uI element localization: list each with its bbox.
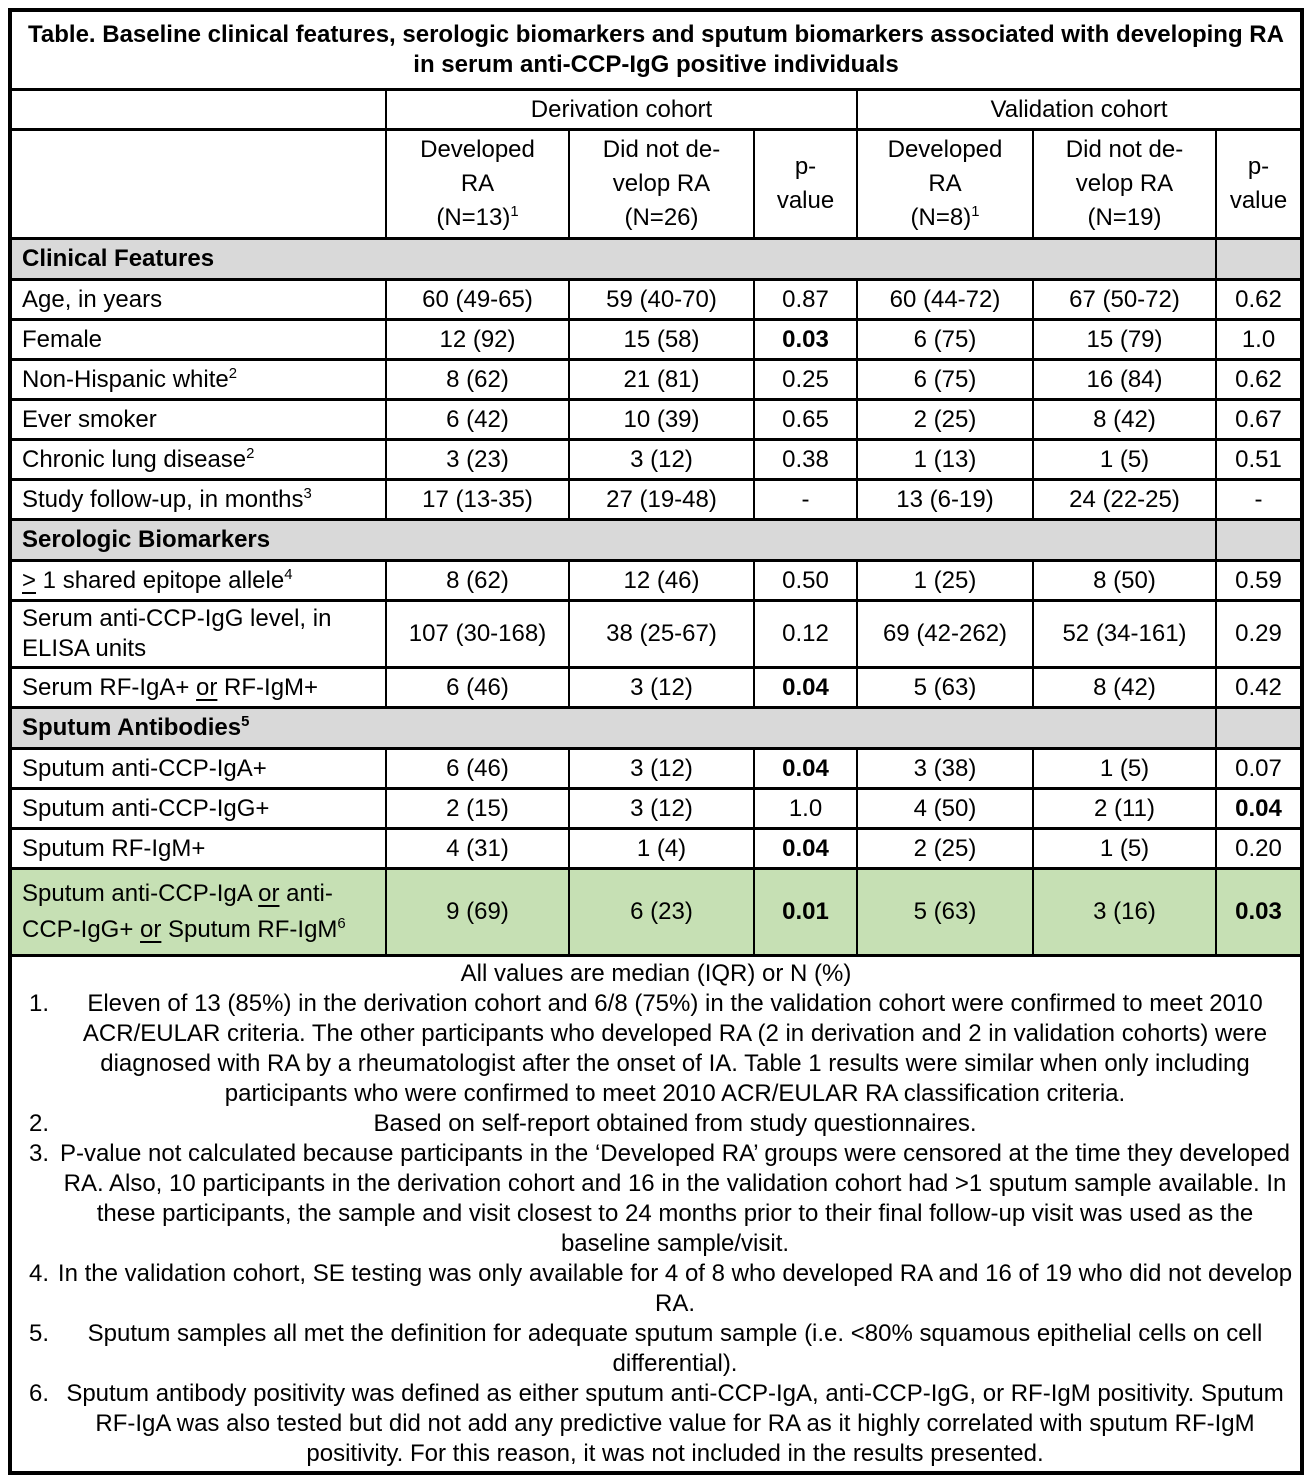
text-segment: RA [928,170,962,197]
corner-cell [10,130,386,239]
value-cell: 6 (46) [386,668,569,708]
column-header-4 [1033,130,1216,239]
footnote-number: 3. [28,1140,49,1167]
value-cell: 69 (42-262) [857,601,1033,668]
value-cell: 6 (42) [386,400,569,440]
data-row [10,280,1302,320]
text-segment: RF-IgM+ [217,673,319,701]
column-header-line [1040,201,1209,235]
text-segment: Sputum RF-IgM+ [22,834,206,862]
footnote-list [18,989,1294,1469]
value-cell: 6 (23) [569,869,754,956]
column-header-line [1223,184,1294,218]
row-label-cell [10,480,386,520]
text-segment: Chronic lung disease [22,445,247,473]
value-cell: 0.62 [1216,360,1302,400]
text-segment: Sputum Antibodies [22,714,242,741]
value-cell: 0.04 [754,749,857,789]
value-cell: 8 (50) [1033,561,1216,601]
text-segment: Serologic Biomarkers [22,526,271,553]
text-segment: Sputum RF-IgM [161,916,338,943]
column-header-line [1223,150,1294,184]
value-cell: 0.59 [1216,561,1302,601]
column-header-1 [569,130,754,239]
row-label-cell [10,400,386,440]
footnote-text: In the validation cohort, SE testing was only available for 4 of 8 who developed RA and 16 of 19 who did not develop RA. [57,1260,1293,1317]
row-label-cell [10,440,386,480]
value-cell: 10 (39) [569,400,754,440]
highlighted-data-row [10,869,1302,956]
value-cell: 8 (62) [386,360,569,400]
value-cell: 15 (58) [569,320,754,360]
value-cell: 12 (92) [386,320,569,360]
footnote-text: Sputum samples all met the definition for adequate sputum sample (i.e. <80% squamous epithelial cells on cell differential). [87,1320,1263,1377]
value-cell: 0.25 [754,360,857,400]
table-head [10,10,1302,239]
footnote-text: Based on self-report obtained from study questionnaires. [373,1110,977,1137]
value-cell: 107 (30-168) [386,601,569,668]
column-header-line [1040,133,1209,167]
column-header-line [576,133,747,167]
text-segment: Study follow-up, in months [22,485,304,513]
text-segment: Clinical Features [22,245,215,272]
value-cell: 0.04 [754,668,857,708]
row-label-cell [10,789,386,829]
data-row [10,561,1302,601]
value-cell: 0.04 [754,829,857,869]
value-cell: 1 (5) [1033,749,1216,789]
underlined-text: or [196,673,218,701]
column-header-2 [754,130,857,239]
footnote-number: 1. [28,990,49,1017]
validation-cohort-header: Validation cohort [857,90,1302,130]
section-header-cell [10,239,1216,280]
value-cell: 2 (25) [857,829,1033,869]
superscript-footnote-marker: 1 [510,204,519,220]
value-cell: 13 (6-19) [857,480,1033,520]
value-cell: 3 (12) [569,789,754,829]
value-cell: 0.20 [1216,829,1302,869]
value-cell: - [1216,480,1302,520]
value-cell: 8 (42) [1033,400,1216,440]
row-label-cell [10,749,386,789]
superscript-footnote-marker: 2 [246,445,255,462]
value-cell: 38 (25-67) [569,601,754,668]
value-cell: 5 (63) [857,869,1033,956]
value-cell: 0.12 [754,601,857,668]
column-header-line [761,184,850,218]
row-label-cell [10,360,386,400]
section-header-pad-cell [1216,520,1302,561]
column-header-line [864,201,1026,235]
cohort-header-row [10,90,1302,130]
title-row [10,10,1302,90]
value-cell: 12 (46) [569,561,754,601]
value-cell: 3 (23) [386,440,569,480]
value-cell: 59 (40-70) [569,280,754,320]
text-segment: Did not de- [1065,136,1184,163]
row-label-cell [10,869,386,956]
text-segment: Developed [887,136,1003,163]
value-cell: 60 (44-72) [857,280,1033,320]
footnote-text: Sputum antibody positivity was defined as either sputum anti-CCP-IgA, anti-CCP-IgG, or RF-IgM positivity. Sputum RF-IgA was also tested but did not add any predictive value for RA as it highly correlated with sputum RF-IgM positivity. For this reason, it was not included in the results presented. [66,1380,1284,1467]
column-header-row [10,130,1302,239]
table-foot [10,956,1302,1474]
column-header-0 [386,130,569,239]
value-cell: 60 (49-65) [386,280,569,320]
value-cell: 0.01 [754,869,857,956]
value-cell: 1 (25) [857,561,1033,601]
superscript-footnote-marker: 2 [228,365,238,382]
value-cell: 0.07 [1216,749,1302,789]
text-segment: (N=13) [436,204,511,231]
data-row [10,749,1302,789]
value-cell: 1.0 [754,789,857,829]
footnote-number: 2. [28,1110,49,1137]
footnote-item [18,1319,1294,1379]
text-segment: value [776,187,835,214]
text-segment: velop RA [1075,170,1174,197]
column-header-5 [1216,130,1302,239]
text-segment: p- [794,153,817,180]
value-cell: 4 (31) [386,829,569,869]
data-row [10,668,1302,708]
column-header-line [393,201,562,235]
value-cell: 0.87 [754,280,857,320]
data-row [10,480,1302,520]
section-header-row [10,520,1302,561]
text-segment: Sputum anti-CCP-IgG+ [22,794,270,822]
underlined-text: or [140,916,162,943]
underlined-text: > [22,566,37,594]
value-cell: 21 (81) [569,360,754,400]
section-header-cell [10,708,1216,749]
value-cell: 0.29 [1216,601,1302,668]
baseline-features-table [8,8,1304,1475]
column-header-line [393,167,562,201]
value-cell: 1.0 [1216,320,1302,360]
value-cell: 2 (25) [857,400,1033,440]
value-cell: 6 (46) [386,749,569,789]
paper-table-figure [8,8,1300,1475]
text-segment: anti-CCP-IgG+ [22,880,333,943]
value-cell: 17 (13-35) [386,480,569,520]
value-cell: 27 (19-48) [569,480,754,520]
value-cell: 15 (79) [1033,320,1216,360]
data-row [10,320,1302,360]
footnote-text: Eleven of 13 (85%) in the derivation cohort and 6/8 (75%) in the validation cohort were confirmed to meet 2010 ACR/EULAR criteria. The other participants who developed RA (2 in derivation and 2 in validation cohorts) were diagnosed with RA by a rheumatologist after the onset of IA. Table 1 results were similar when only including participants who were confirmed to meet 2010 ACR/EULAR RA classification criteria. [82,990,1268,1107]
value-cell: 3 (12) [569,440,754,480]
derivation-cohort-header: Derivation cohort [386,90,857,130]
section-header-row [10,708,1302,749]
superscript-footnote-marker: 5 [241,714,250,730]
superscript-footnote-marker: 4 [284,566,293,583]
value-cell: 3 (12) [569,668,754,708]
column-header-3 [857,130,1033,239]
value-cell: 0.04 [1216,789,1302,829]
text-segment: (N=26) [624,204,699,231]
value-cell: 6 (75) [857,320,1033,360]
column-header-line [393,133,562,167]
footnote-item [18,1259,1294,1319]
value-cell: 2 (15) [386,789,569,829]
column-header-line [576,167,747,201]
value-cell: 0.67 [1216,400,1302,440]
row-label-cell [10,280,386,320]
text-segment: Non-Hispanic white [22,365,229,393]
value-cell: 9 (69) [386,869,569,956]
text-segment: Age, in years [22,285,163,313]
table-body [10,239,1302,956]
text-segment: 1 shared epitope allele [36,566,285,594]
superscript-footnote-marker: 6 [337,916,346,932]
row-label-cell [10,829,386,869]
column-header-line [761,150,850,184]
value-cell: - [754,480,857,520]
value-cell: 24 (22-25) [1033,480,1216,520]
value-cell: 6 (75) [857,360,1033,400]
footnote-number: 4. [28,1260,49,1287]
column-header-line [864,133,1026,167]
text-segment: velop RA [612,170,711,197]
text-segment: p- [1247,153,1270,180]
value-cell: 1 (4) [569,829,754,869]
text-segment: Did not de- [602,136,721,163]
text-segment: Sputum anti-CCP-IgA+ [22,754,267,782]
footnote-number: 5. [28,1320,49,1347]
text-segment: Sputum anti-CCP-IgA [22,880,259,907]
value-cell: 3 (16) [1033,869,1216,956]
text-segment: Developed [420,136,535,163]
footnote-text: P-value not calculated because participants in the ‘Developed RA’ groups were censored at the time they developed RA. Also, 10 participants in the derivation cohort and 16 in the validation cohort had >1 sputum sample available. In these participants, the sample and visit closest to 24 months prior to their final follow-up visit was used as the baseline sample/visit. [59,1140,1291,1257]
value-cell: 5 (63) [857,668,1033,708]
data-row [10,601,1302,668]
footnote-item [18,1379,1294,1469]
underlined-text: or [258,880,280,907]
data-row [10,440,1302,480]
data-row [10,360,1302,400]
footnote-intro: All values are median (IQR) or N (%) [460,960,852,987]
superscript-footnote-marker: 1 [971,204,980,220]
data-row [10,400,1302,440]
corner-cell [10,90,386,130]
section-header-cell [10,520,1216,561]
value-cell: 8 (62) [386,561,569,601]
section-header-pad-cell [1216,239,1302,280]
value-cell: 1 (5) [1033,829,1216,869]
footnote-item [18,1139,1294,1259]
value-cell: 0.51 [1216,440,1302,480]
footnote-item [18,1109,1294,1139]
value-cell: 0.38 [754,440,857,480]
value-cell: 67 (50-72) [1033,280,1216,320]
row-label-cell [10,320,386,360]
footnotes-row [10,956,1302,1474]
value-cell: 3 (38) [857,749,1033,789]
text-segment: RA [460,170,495,197]
text-segment: Ever smoker [22,405,157,433]
row-label-cell [10,668,386,708]
value-cell: 0.03 [754,320,857,360]
value-cell: 0.03 [1216,869,1302,956]
column-header-line [576,201,747,235]
data-row [10,829,1302,869]
column-header-line [864,167,1026,201]
value-cell: 16 (84) [1033,360,1216,400]
section-header-row [10,239,1302,280]
value-cell: 2 (11) [1033,789,1216,829]
value-cell: 3 (12) [569,749,754,789]
value-cell: 0.42 [1216,668,1302,708]
footnote-item [18,989,1294,1109]
table-title: Table. Baseline clinical features, serologic biomarkers and sputum biomarkers associated with developing RA in serum anti-CCP-IgG positive individuals [10,10,1302,90]
value-cell: 0.62 [1216,280,1302,320]
text-segment: Serum RF-IgA+ [22,673,197,701]
column-header-line [1040,167,1209,201]
value-cell: 8 (42) [1033,668,1216,708]
value-cell: 52 (34-161) [1033,601,1216,668]
value-cell: 0.50 [754,561,857,601]
row-label-cell [10,601,386,668]
text-segment: Serum anti-CCP-IgG level, in ELISA units [22,605,332,662]
text-segment: (N=8) [910,204,972,231]
text-segment: (N=19) [1087,204,1162,231]
footnote-number: 6. [28,1380,49,1407]
text-segment: Female [22,325,103,353]
value-cell: 1 (13) [857,440,1033,480]
section-header-pad-cell [1216,708,1302,749]
data-row [10,789,1302,829]
superscript-footnote-marker: 3 [303,485,312,502]
value-cell: 4 (50) [857,789,1033,829]
value-cell: 0.65 [754,400,857,440]
row-label-cell [10,561,386,601]
footnotes-cell [10,956,1302,1474]
value-cell: 1 (5) [1033,440,1216,480]
text-segment: value [1229,187,1288,214]
